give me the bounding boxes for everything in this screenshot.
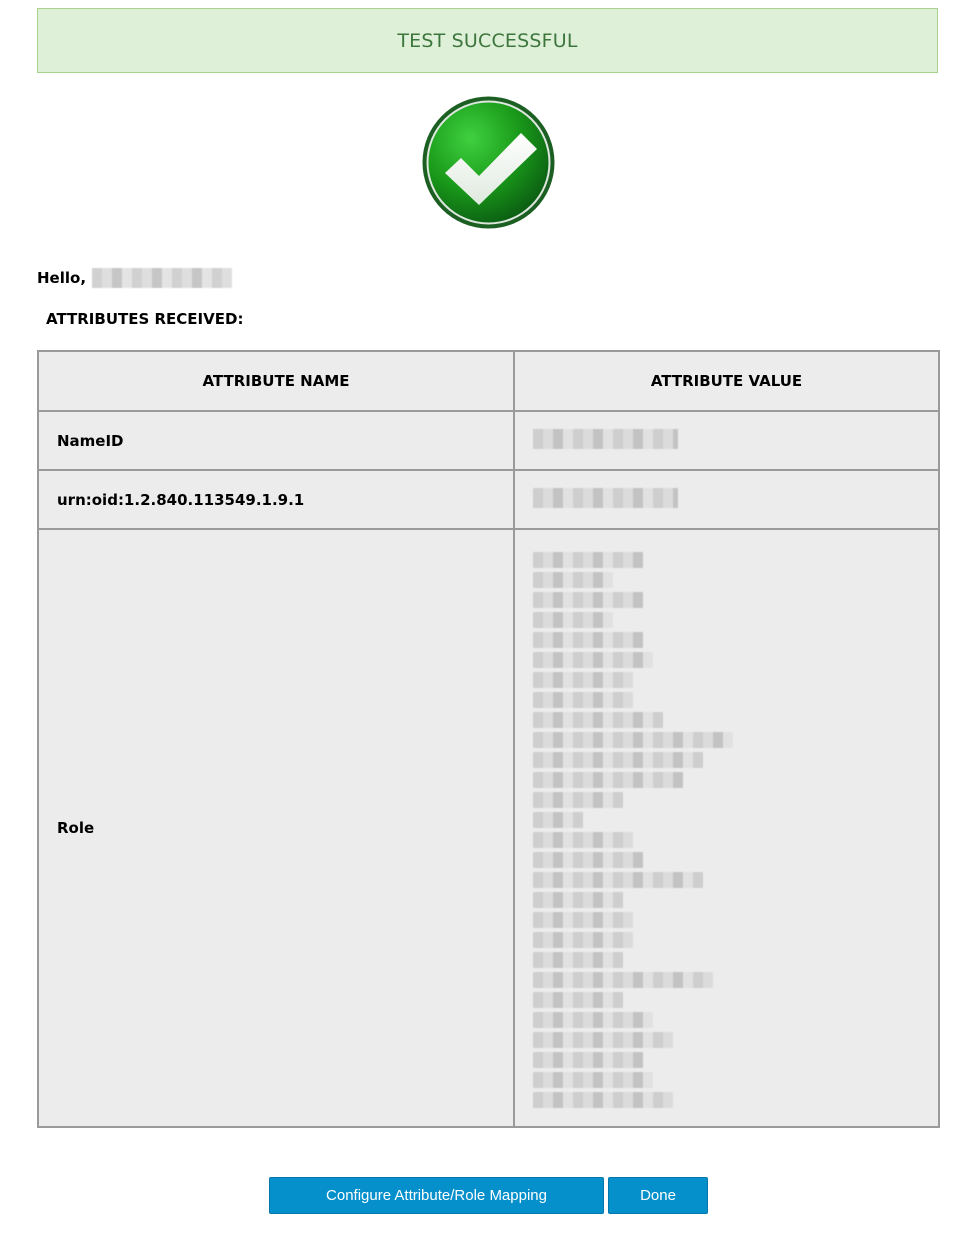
table-row (38, 470, 939, 529)
attribute-name: urn:oid:1.2.840.113549.1.9.1 (38, 470, 514, 529)
header-attribute-name: ATTRIBUTE NAME (38, 351, 514, 411)
greeting (37, 268, 232, 288)
attribute-name: Role (38, 529, 514, 1127)
redacted-role-value (533, 732, 733, 748)
success-checkmark-icon (421, 95, 556, 230)
attributes-title: ATTRIBUTES RECEIVED: (46, 310, 244, 328)
redacted-role-value (533, 892, 623, 908)
redacted-role-value (533, 1012, 653, 1028)
success-banner (37, 8, 938, 73)
redacted-role-value (533, 952, 623, 968)
redacted-role-value (533, 912, 633, 928)
redacted-role-value (533, 612, 613, 628)
redacted-role-value (533, 932, 633, 948)
redacted-role-value (533, 852, 643, 868)
redacted-role-value (533, 1052, 643, 1068)
attribute-value (514, 470, 939, 529)
greeting-label: Hello, (37, 269, 87, 287)
redacted-role-value (533, 832, 633, 848)
redacted-role-value (533, 652, 653, 668)
done-button[interactable]: Done (608, 1177, 708, 1214)
table-header-row (38, 351, 939, 411)
redacted-role-value (533, 552, 643, 568)
redacted-role-value (533, 572, 613, 588)
header-attribute-value: ATTRIBUTE VALUE (514, 351, 939, 411)
redacted-role-value (533, 752, 703, 768)
redacted-role-value (533, 672, 633, 688)
redacted-role-value (533, 632, 643, 648)
redacted-role-value (533, 1032, 673, 1048)
redacted-role-value (533, 812, 583, 828)
redacted-value (533, 429, 678, 449)
table-row (38, 529, 939, 1127)
table-row (38, 411, 939, 470)
redacted-role-value (533, 972, 713, 988)
attribute-value (514, 529, 939, 1127)
banner-text: TEST SUCCESSFUL (397, 29, 578, 52)
redacted-username (92, 268, 232, 288)
redacted-role-value (533, 872, 703, 888)
attribute-value (514, 411, 939, 470)
redacted-role-value (533, 692, 633, 708)
attribute-name: NameID (38, 411, 514, 470)
redacted-role-value (533, 792, 623, 808)
redacted-role-value (533, 712, 663, 728)
action-buttons (269, 1177, 708, 1214)
redacted-role-value (533, 592, 643, 608)
attributes-table (37, 350, 940, 1128)
redacted-role-value (533, 992, 623, 1008)
redacted-role-value (533, 1092, 673, 1108)
redacted-role-value (533, 1072, 653, 1088)
configure-mapping-button[interactable]: Configure Attribute/Role Mapping (269, 1177, 604, 1214)
redacted-role-value (533, 772, 683, 788)
redacted-value (533, 488, 678, 508)
role-value-list (533, 530, 920, 1126)
